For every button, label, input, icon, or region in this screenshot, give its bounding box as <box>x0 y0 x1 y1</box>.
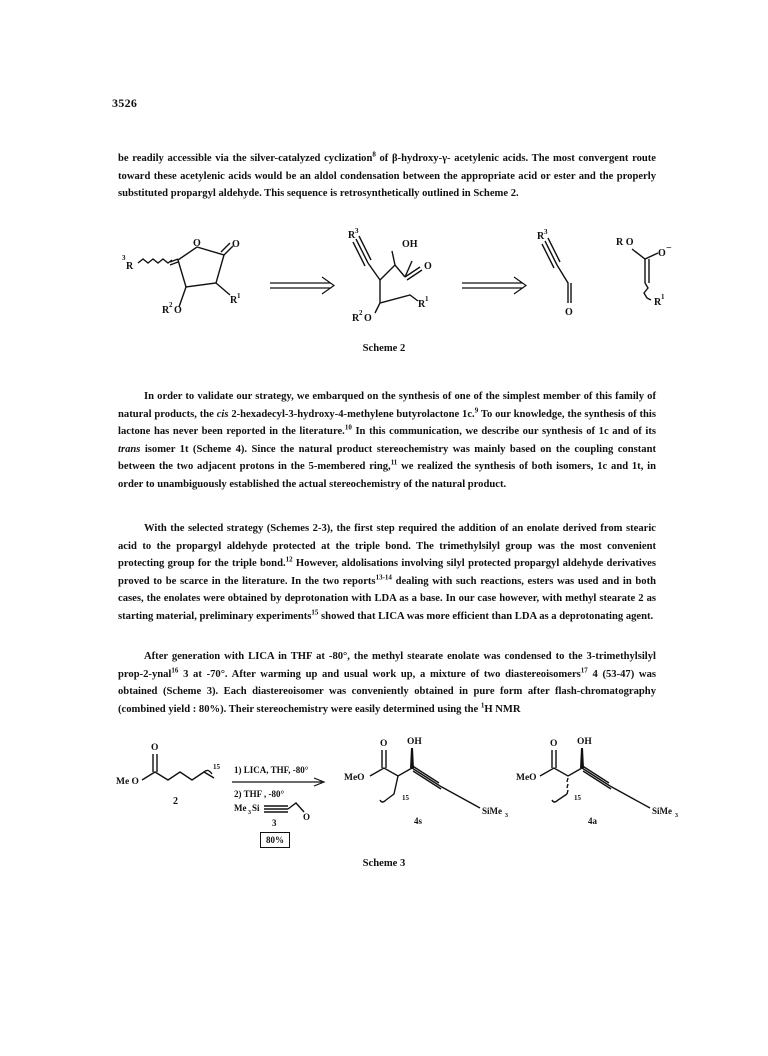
aldehyde-r3-num: 3 <box>544 228 548 236</box>
compound-4s-meo: MeO <box>344 773 365 783</box>
lactone-structure <box>122 238 241 316</box>
paragraph-text: we realized the synthesis of both isomers, 1c and 1t, in order to unambiguously established the actual stereochemistry of the natural product. <box>118 461 656 490</box>
acid-oxygen: O <box>424 261 432 272</box>
compound-2-meo: Me O <box>116 777 139 787</box>
paragraph-text: isomer 1t (Scheme 4). Since the natural product stereochemistry was mainly based on the coupling constant between the two adjacent protons in the 5-membered ring, <box>118 443 656 472</box>
lactone-r1: R <box>230 295 238 306</box>
enolate-r1: R <box>654 297 662 308</box>
enolate-ro: R O <box>616 237 634 248</box>
paragraph-text: 4 (53-47) was obtained (Scheme 3). Each diastereoisomer was conveniently obtained in pure form after flash-chromatography (combined yield : 80%). Their stereochemistry were easily determined using the <box>118 668 656 715</box>
lactone-carbonyl-oxygen: O <box>232 239 240 250</box>
acid-r3-num: 3 <box>355 227 359 235</box>
acid-r3: R <box>348 230 356 241</box>
reagent-step-2: 2) THF , -80° <box>234 789 285 799</box>
enolate-minus: − <box>666 243 672 254</box>
enolate-r1-num: 1 <box>661 293 665 301</box>
lactone-r3: R <box>126 261 134 272</box>
compound-4s-n: 15 <box>402 794 409 802</box>
scheme-3-caption: Scheme 3 <box>362 858 406 869</box>
acid-oh: OH <box>402 239 418 250</box>
compound-4s-sime: SiMe <box>482 806 502 816</box>
reference-superscript: 16 <box>171 665 179 674</box>
paragraph-text: In this communication, we describe our synthesis of 1c and of its <box>351 426 656 437</box>
reagent-step-1: 1) LICA, THF, -80° <box>234 765 309 775</box>
compound-4a-structure <box>516 737 678 826</box>
lactone-r2-num: 2 <box>169 301 173 309</box>
reagent-me3si-sub: 3 <box>248 810 251 816</box>
yield-box: 80% <box>260 832 290 848</box>
reagent-me3si-si: Si <box>252 803 260 813</box>
paragraph-text: be readily accessible via the silver-catalyzed cyclization <box>118 153 373 164</box>
compound-4s-oxygen: O <box>380 739 388 749</box>
compound-4s-sime-sub: 3 <box>505 813 508 819</box>
compound-2-structure <box>116 743 221 807</box>
paragraph-text: showed that LICA was more efficient than LDA as a deprotonating agent. <box>318 610 654 622</box>
reference-superscript: 1 <box>480 700 485 709</box>
reference-superscript: 17 <box>580 665 588 674</box>
scheme-2-figure <box>0 225 768 335</box>
compound-4a-meo: MeO <box>516 773 537 783</box>
compound-4a-number: 4a <box>588 816 597 826</box>
paragraph-text: However, aldolisations involving silyl protected propargyl aldehyde derivatives proved to be scarce in the literature. In the two reports <box>118 558 656 587</box>
italic-text: cis <box>216 408 229 420</box>
scheme-2-caption: Scheme 2 <box>362 343 406 354</box>
page-number: 3526 <box>112 96 138 110</box>
paragraph-strategy <box>118 388 656 493</box>
propargyl-aldehyde-structure <box>537 228 573 318</box>
paragraph-text: H NMR <box>484 703 521 715</box>
paragraph-text: With the selected strategy (Schemes 2-3), the first step required the addition of an enolate derived from stearic acid to the propargyl aldehyde protected at the triple bond. The trimethylsilyl group was the most convenient protecting group for the triple bond. <box>118 523 656 569</box>
reaction-arrow <box>232 765 324 828</box>
italic-text: trans <box>118 443 141 455</box>
compound-4s-oh: OH <box>407 737 422 747</box>
enolate-structure <box>616 237 672 308</box>
paragraph-text: After generation with LICA in THF at -80°, the methyl stearate enolate was condensed to the 3-trimethylsilyl prop-2-ynal <box>118 651 656 680</box>
aldehyde-r3: R <box>537 231 545 242</box>
compound-4a-oh: OH <box>577 737 592 747</box>
scheme-3-figure <box>0 730 768 830</box>
compound-4a-oxygen: O <box>550 739 558 749</box>
reagent-oxygen: O <box>303 812 311 822</box>
reagent-me3si-me: Me <box>234 803 247 813</box>
hydroxy-acid-structure <box>348 227 432 324</box>
paragraph-first-step <box>118 520 656 625</box>
paragraph-intro <box>118 150 656 203</box>
compound-4s-number: 4s <box>414 816 423 826</box>
compound-4s-structure <box>344 737 508 826</box>
lactone-ring-oxygen: O <box>193 238 201 249</box>
compound-4a-sime: SiMe <box>652 806 672 816</box>
acid-r2-num: 2 <box>359 309 363 317</box>
reagent-number: 3 <box>272 818 277 828</box>
paragraph-generation <box>118 648 656 718</box>
paragraph-text: 2-hexadecyl-3-hydroxy-4-methylene butyrolactone 1c. <box>228 408 475 420</box>
acid-r2: R <box>352 313 360 324</box>
reference-superscript: 10 <box>344 423 352 432</box>
acid-r1-num: 1 <box>425 295 429 303</box>
retro-arrow-2 <box>462 277 526 294</box>
compound-2-oxygen: O <box>151 743 159 753</box>
paragraph-text: of β-hydroxy-γ- acetylenic acids. The most convergent route toward these acetylenic acids would be an aldol condensation between the appropriate acid or ester and the properly substituted propargyl aldehyde. This sequence is retrosynthetically outlined in Scheme 2. <box>118 153 656 199</box>
enolate-oxygen: O <box>658 248 666 259</box>
aldehyde-oxygen: O <box>565 307 573 318</box>
paragraph-text: 3 at -70°. After warming up and usual work up, a mixture of two diastereoisomers <box>178 668 581 680</box>
lactone-r2-oxygen: O <box>174 305 182 316</box>
acid-r1: R <box>418 299 426 310</box>
reference-superscript: 15 <box>311 607 319 616</box>
compound-2-number: 2 <box>173 796 178 807</box>
reference-superscript: 11 <box>390 458 398 467</box>
retro-arrow-1 <box>270 277 334 294</box>
paragraph-text: To our knowledge, the synthesis of this lactone has never been reported in the literature. <box>118 408 656 437</box>
acid-r2-oxygen: O <box>364 313 372 324</box>
reference-superscript: 13-14 <box>375 572 392 581</box>
paragraph-text: dealing with such reactions, esters was used and in both cases, the enolates were obtained by deprotonation with LDA as a base. In our case however, with methyl stearate 2 as starting material, preliminary experiments <box>118 575 657 622</box>
compound-2-n: 15 <box>213 763 220 771</box>
lactone-r2: R <box>162 305 170 316</box>
lactone-r1-num: 1 <box>237 292 241 300</box>
compound-4a-n: 15 <box>574 794 581 802</box>
lactone-r3-num: 3 <box>122 254 126 262</box>
reference-superscript: 12 <box>285 555 293 564</box>
compound-4a-sime-sub: 3 <box>675 813 678 819</box>
reference-superscript: 8 <box>372 150 376 159</box>
paragraph-text: In order to validate our strategy, we embarqued on the synthesis of one of the simplest member of this family of natural products, the <box>118 391 656 420</box>
reference-superscript: 9 <box>474 405 479 414</box>
